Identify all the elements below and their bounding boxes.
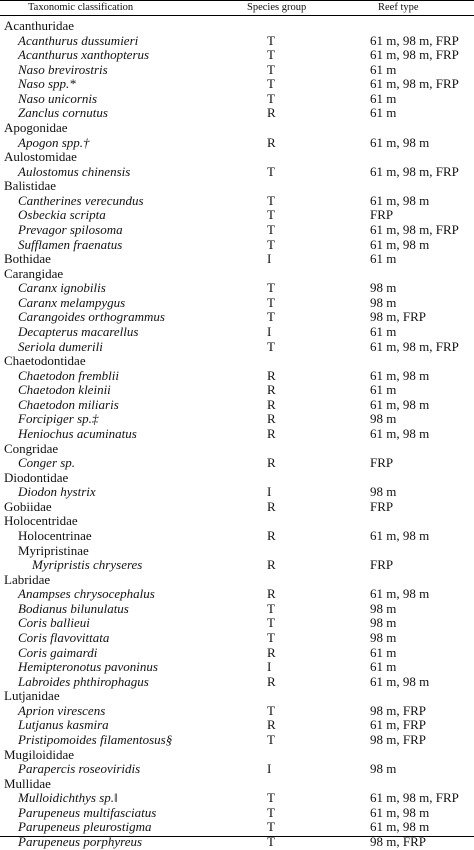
- species-group-value: T: [267, 338, 275, 354]
- taxon-name: Coris ballieui: [18, 615, 90, 631]
- species-group-value: I: [267, 251, 272, 267]
- species-group-value: R: [267, 586, 276, 602]
- reef-type-value: 98 m: [370, 294, 397, 310]
- species-group-value: I: [267, 323, 272, 339]
- taxon-name: Mulloidichthys sp.‖: [18, 790, 118, 806]
- taxon-name: Diodontidae: [4, 469, 69, 485]
- species-group-value: T: [267, 702, 275, 718]
- species-group-value: T: [267, 236, 275, 252]
- species-group-value: R: [267, 498, 276, 514]
- species-group-value: R: [267, 455, 276, 471]
- taxon-name: Naso spp.*: [18, 76, 76, 92]
- taxon-name: Holocentrinae: [18, 527, 92, 543]
- taxon-name: Naso unicornis: [18, 90, 98, 106]
- reef-type-value: FRP: [370, 557, 394, 573]
- species-group-value: I: [267, 484, 272, 500]
- header-reef-type: Reef type: [378, 2, 419, 13]
- species-group-value: T: [267, 192, 275, 208]
- taxon-name: Carangoides orthogrammus: [18, 309, 165, 325]
- reef-type-value: 98 m: [370, 411, 397, 427]
- reef-type-value: 61 m: [370, 323, 397, 339]
- taxon-name: Aulostomidae: [4, 149, 77, 165]
- reef-type-value: FRP: [370, 207, 394, 223]
- header-classification: Taxonomic classification: [28, 2, 134, 13]
- reef-type-value: FRP: [370, 455, 394, 471]
- taxon-name: Coris flavovittata: [18, 629, 110, 645]
- taxon-name: Chaetodon kleinii: [18, 382, 111, 398]
- taxon-name: Heniochus acuminatus: [18, 425, 137, 441]
- species-group-value: T: [267, 629, 275, 645]
- taxon-name: Mullidae: [4, 775, 51, 791]
- reef-type-value: 61 m, 98 m: [370, 819, 430, 835]
- species-group-value: R: [267, 367, 276, 383]
- taxon-name: Seriola dumerili: [18, 338, 103, 354]
- taxon-name: Labridae: [4, 571, 51, 587]
- reef-type-value: 61 m: [370, 61, 397, 77]
- reef-type-value: 61 m, 98 m: [370, 192, 430, 208]
- reef-type-value: 98 m, FRP: [370, 731, 426, 747]
- taxon-name: Parupeneus porphyreus: [18, 833, 143, 849]
- reef-type-value: 61 m, 98 m, FRP: [370, 221, 459, 237]
- reef-type-value: 61 m, 98 m: [370, 425, 430, 441]
- taxon-name: Bothidae: [4, 251, 51, 267]
- taxon-name: Myripristis chryseres: [32, 557, 143, 573]
- reef-type-value: 98 m: [370, 629, 397, 645]
- species-group-value: T: [267, 47, 275, 63]
- taxon-name: Coris gaimardi: [18, 644, 98, 660]
- reef-type-value: 61 m, FRP: [370, 717, 426, 733]
- taxon-name: Lutjanus kasmira: [18, 717, 109, 733]
- taxon-name: Caranx melampygus: [18, 294, 126, 310]
- reef-type-value: 61 m: [370, 644, 397, 660]
- reef-type-value: 98 m: [370, 280, 397, 296]
- taxon-name: Acanthuridae: [4, 18, 75, 33]
- reef-type-value: 98 m, FRP: [370, 702, 426, 718]
- taxon-name: Sufflamen fraenatus: [18, 236, 123, 252]
- species-group-value: R: [267, 396, 276, 412]
- species-group-value: R: [267, 425, 276, 441]
- reef-type-value: 61 m: [370, 659, 397, 675]
- taxon-name: Bodianus bilunulatus: [18, 600, 129, 616]
- species-group-value: T: [267, 61, 275, 77]
- species-group-value: I: [267, 659, 272, 675]
- species-group-value: T: [267, 615, 275, 631]
- species-group-value: T: [267, 221, 275, 237]
- taxon-name: Mugiloididae: [4, 746, 75, 762]
- species-group-value: R: [267, 644, 276, 660]
- species-group-value: T: [267, 790, 275, 806]
- reef-type-value: 61 m: [370, 382, 397, 398]
- species-group-value: T: [267, 90, 275, 106]
- header-species-group: Species group: [247, 2, 307, 13]
- reef-type-value: 61 m, 98 m: [370, 396, 430, 412]
- taxon-name: Decapterus macarellus: [18, 323, 139, 339]
- reef-type-value: 61 m, 98 m: [370, 527, 430, 543]
- species-group-value: R: [267, 527, 276, 543]
- species-group-value: T: [267, 804, 275, 820]
- taxon-name: Labroides phthirophagus: [18, 673, 149, 689]
- reef-type-value: 61 m, 98 m: [370, 236, 430, 252]
- species-group-value: T: [267, 731, 275, 747]
- species-group-value: T: [267, 280, 275, 296]
- reef-type-value: 61 m: [370, 251, 397, 267]
- species-group-value: R: [267, 717, 276, 733]
- species-group-value: R: [267, 382, 276, 398]
- reef-type-value: 61 m, 98 m: [370, 673, 430, 689]
- taxon-name: Prevagor spilosoma: [18, 221, 123, 237]
- taxon-name: Aulostomus chinensis: [18, 163, 131, 179]
- reef-type-value: 98 m: [370, 484, 397, 500]
- species-group-value: I: [267, 761, 272, 777]
- taxon-name: Diodon hystrix: [18, 484, 96, 500]
- taxon-name: Forcipiger sp.‡: [18, 411, 99, 427]
- reef-type-value: 61 m, 98 m, FRP: [370, 76, 459, 92]
- species-group-value: T: [267, 309, 275, 325]
- reef-type-value: 61 m, 98 m, FRP: [370, 338, 459, 354]
- species-group-value: T: [267, 207, 275, 223]
- reef-type-value: 61 m: [370, 90, 397, 106]
- species-group-value: T: [267, 294, 275, 310]
- taxon-name: Anampses chrysocephalus: [18, 586, 155, 602]
- species-group-value: R: [267, 673, 276, 689]
- taxon-name: Conger sp.: [18, 455, 76, 471]
- reef-type-value: 61 m, 98 m: [370, 586, 430, 602]
- taxon-name: Chaetodon miliaris: [18, 396, 119, 412]
- species-group-value: T: [267, 163, 275, 179]
- taxon-name: Pristipomoides filamentosus§: [18, 731, 173, 747]
- taxon-name: Naso brevirostris: [18, 61, 108, 77]
- species-group-value: R: [267, 134, 276, 150]
- taxon-name: Acanthurus dussumieri: [18, 32, 139, 48]
- reef-type-value: 61 m, 98 m, FRP: [370, 163, 459, 179]
- taxon-name: Hemipteronotus pavoninus: [18, 659, 158, 675]
- taxon-name: Myripristinae: [18, 542, 89, 558]
- species-group-value: T: [267, 32, 275, 48]
- reef-type-value: 98 m: [370, 615, 397, 631]
- reef-type-value: 98 m, FRP: [370, 309, 426, 325]
- reef-type-value: 98 m: [370, 600, 397, 616]
- species-group-value: T: [267, 76, 275, 92]
- reef-type-value: 98 m, FRP: [370, 833, 426, 849]
- species-group-value: R: [267, 557, 276, 573]
- taxon-name: Lutjanidae: [4, 688, 60, 704]
- species-group-value: R: [267, 105, 276, 121]
- species-group-value: R: [267, 411, 276, 427]
- reef-type-value: 61 m, 98 m: [370, 134, 430, 150]
- reef-type-value: FRP: [370, 498, 394, 514]
- taxon-name: Osbeckia scripta: [18, 207, 106, 223]
- reef-type-value: 61 m, 98 m, FRP: [370, 790, 459, 806]
- taxon-name: Balistidae: [4, 178, 56, 194]
- taxon-name: Carangidae: [4, 265, 64, 281]
- taxon-name: Congridae: [4, 440, 59, 456]
- reef-type-value: 61 m, 98 m: [370, 804, 430, 820]
- taxon-name: Chaetodontidae: [4, 353, 86, 369]
- taxon-name: Zanclus cornutus: [18, 105, 108, 121]
- species-group-value: T: [267, 819, 275, 835]
- taxon-name: Apogon spp.†: [18, 134, 90, 150]
- reef-type-value: 98 m: [370, 761, 397, 777]
- taxon-name: Cantherines verecundus: [18, 192, 144, 208]
- species-group-value: T: [267, 833, 275, 849]
- header-rule: [0, 15, 474, 16]
- taxon-name: Chaetodon fremblii: [18, 367, 119, 383]
- taxon-name: Caranx ignobilis: [18, 280, 106, 296]
- taxon-name: Aprion virescens: [18, 702, 106, 718]
- taxon-name: Apogonidae: [4, 119, 68, 135]
- reef-type-value: 61 m, 98 m, FRP: [370, 47, 459, 63]
- taxon-name: Parupeneus multifasciatus: [18, 804, 157, 820]
- reef-type-value: 61 m, 98 m: [370, 367, 430, 383]
- taxon-name: Gobiidae: [4, 498, 52, 514]
- species-group-value: T: [267, 600, 275, 616]
- reef-type-value: 61 m: [370, 105, 397, 121]
- taxon-name: Acanthurus xanthopterus: [18, 47, 150, 63]
- taxon-name: Parupeneus pleurostigma: [18, 819, 152, 835]
- reef-type-value: 61 m, 98 m, FRP: [370, 32, 459, 48]
- taxon-name: Holocentridae: [4, 513, 78, 529]
- taxon-name: Parapercis roseoviridis: [18, 761, 141, 777]
